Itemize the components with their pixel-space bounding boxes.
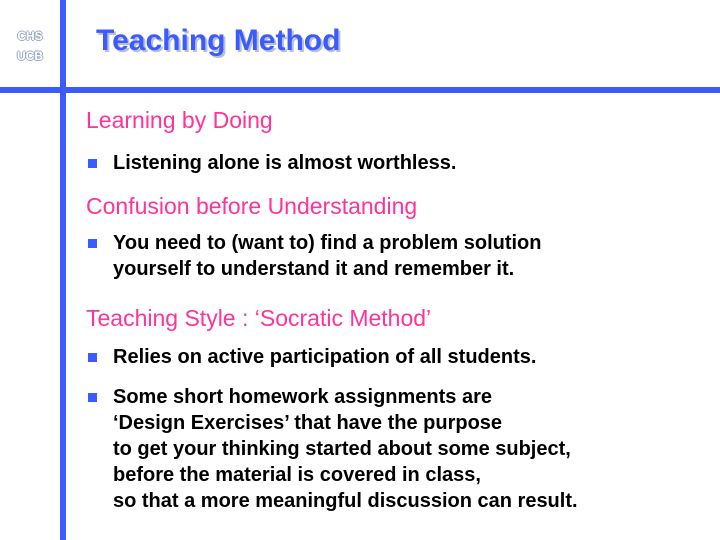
bullet-text: ‘Design Exercises’ that have the purpose <box>113 412 503 434</box>
bullet-text: Some short homework assignments are <box>113 386 493 408</box>
slide-title: Teaching Method <box>96 24 341 57</box>
logo-line-2: UCB <box>17 49 43 63</box>
bullet-item <box>86 384 706 514</box>
bullet-text: so that a more meaningful discussion can result. <box>113 490 578 512</box>
section-heading-learning: Learning by Doing <box>86 107 273 133</box>
bullet-text: before the material is covered in class, <box>113 464 481 486</box>
bullet-square-icon <box>88 353 97 362</box>
section-heading-teaching-style: Teaching Style : ‘Socratic Method’ <box>86 305 432 331</box>
bullet-text: Listening alone is almost worthless. <box>113 152 457 174</box>
bullet-item <box>86 344 706 370</box>
section-heading-confusion: Confusion before Understanding <box>86 193 418 219</box>
vertical-accent-bar <box>60 0 66 540</box>
bullet-square-icon <box>88 159 97 168</box>
bullet-text: yourself to understand it and remember it. <box>113 258 515 280</box>
bullet-text: to get your thinking started about some subject, <box>113 438 571 460</box>
bullet-text: Relies on active participation of all students. <box>113 346 537 368</box>
bullet-square-icon <box>88 239 97 248</box>
logo <box>10 26 50 66</box>
horizontal-accent-bar <box>0 87 720 93</box>
logo-line-1: CHS <box>17 29 43 43</box>
bullet-item <box>86 230 706 282</box>
bullet-text: You need to (want to) find a problem solution <box>113 232 542 254</box>
bullet-square-icon <box>88 393 97 402</box>
bullet-item <box>86 150 706 176</box>
slide-content <box>86 106 706 514</box>
